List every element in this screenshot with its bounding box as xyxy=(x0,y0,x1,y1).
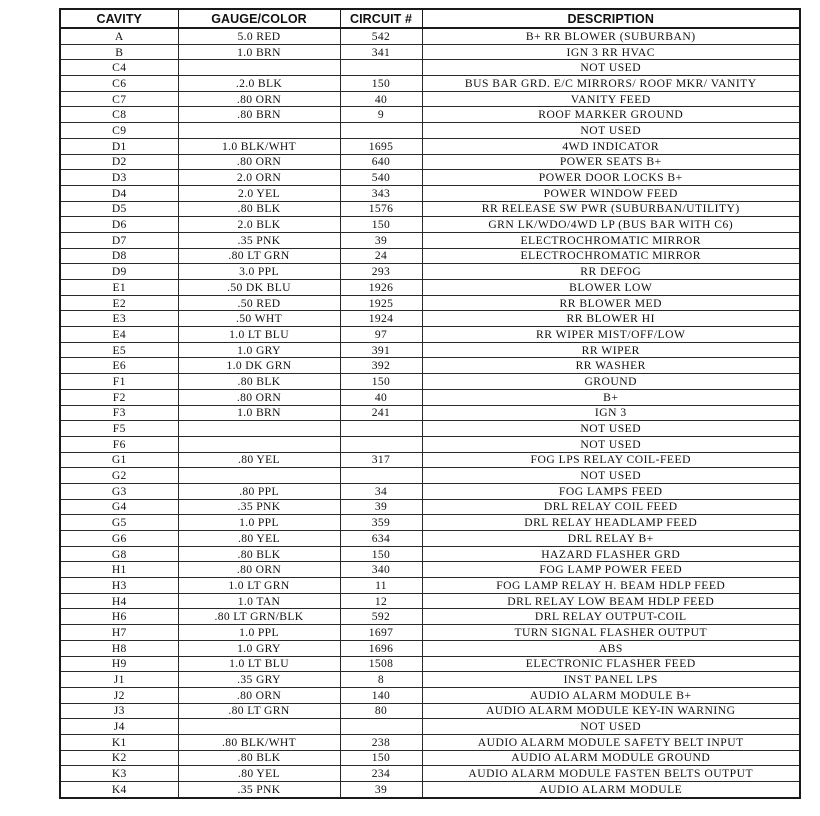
cavity-cell: B xyxy=(60,44,178,60)
description-cell: AUDIO ALARM MODULE KEY-IN WARNING xyxy=(422,703,800,719)
table-row xyxy=(60,28,800,44)
cavity-cell: D8 xyxy=(60,248,178,264)
description-cell: AUDIO ALARM MODULE xyxy=(422,782,800,798)
circuit-cell: 1508 xyxy=(340,656,422,672)
header-cavity: CAVITY xyxy=(60,9,178,28)
table-row xyxy=(60,389,800,405)
table-row xyxy=(60,232,800,248)
cavity-cell: J3 xyxy=(60,703,178,719)
table-row xyxy=(60,687,800,703)
circuit-cell: 1697 xyxy=(340,625,422,641)
description-cell: AUDIO ALARM MODULE B+ xyxy=(422,687,800,703)
cavity-cell: H4 xyxy=(60,593,178,609)
description-cell: RR WIPER MIST/OFF/LOW xyxy=(422,327,800,343)
circuit-cell: 40 xyxy=(340,389,422,405)
gauge-color-cell: .35 PNK xyxy=(178,782,340,798)
gauge-color-cell: .80 BLK xyxy=(178,201,340,217)
circuit-cell: 359 xyxy=(340,515,422,531)
circuit-cell: 241 xyxy=(340,405,422,421)
gauge-color-cell: .80 BRN xyxy=(178,107,340,123)
description-cell: DRL RELAY B+ xyxy=(422,531,800,547)
circuit-cell: 1925 xyxy=(340,295,422,311)
description-cell: ELECTROCHROMATIC MIRROR xyxy=(422,248,800,264)
table-row xyxy=(60,499,800,515)
cavity-cell: H9 xyxy=(60,656,178,672)
table-row xyxy=(60,436,800,452)
cavity-cell: G4 xyxy=(60,499,178,515)
table-row xyxy=(60,154,800,170)
circuit-cell: 392 xyxy=(340,358,422,374)
header-row xyxy=(60,9,800,28)
circuit-cell: 234 xyxy=(340,766,422,782)
table-row xyxy=(60,625,800,641)
cavity-cell: D7 xyxy=(60,232,178,248)
cavity-cell: G8 xyxy=(60,546,178,562)
table-row xyxy=(60,311,800,327)
cavity-cell: H1 xyxy=(60,562,178,578)
gauge-color-cell: .80 YEL xyxy=(178,531,340,547)
description-cell: B+ xyxy=(422,389,800,405)
gauge-color-cell: 1.0 LT GRN xyxy=(178,578,340,594)
cavity-cell: G5 xyxy=(60,515,178,531)
gauge-color-cell: 2.0 ORN xyxy=(178,170,340,186)
description-cell: NOT USED xyxy=(422,123,800,139)
circuit-cell xyxy=(340,421,422,437)
description-cell: GROUND xyxy=(422,374,800,390)
circuit-cell: 24 xyxy=(340,248,422,264)
cavity-cell: D2 xyxy=(60,154,178,170)
cavity-cell: H7 xyxy=(60,625,178,641)
table-row xyxy=(60,562,800,578)
cavity-cell: C8 xyxy=(60,107,178,123)
circuit-cell: 317 xyxy=(340,452,422,468)
table-row xyxy=(60,750,800,766)
description-cell: INST PANEL LPS xyxy=(422,672,800,688)
cavity-cell: F5 xyxy=(60,421,178,437)
gauge-color-cell: 1.0 BLK/WHT xyxy=(178,138,340,154)
gauge-color-cell: .50 DK BLU xyxy=(178,280,340,296)
gauge-color-cell: .80 BLK/WHT xyxy=(178,734,340,750)
gauge-color-cell: 1.0 BRN xyxy=(178,405,340,421)
gauge-color-cell: .80 BLK xyxy=(178,374,340,390)
cavity-cell: G3 xyxy=(60,483,178,499)
description-cell: DRL RELAY HEADLAMP FEED xyxy=(422,515,800,531)
circuit-cell: 640 xyxy=(340,154,422,170)
gauge-color-cell: .80 ORN xyxy=(178,562,340,578)
circuit-cell: 39 xyxy=(340,232,422,248)
circuit-cell: 343 xyxy=(340,185,422,201)
gauge-color-cell: .80 LT GRN xyxy=(178,703,340,719)
gauge-color-cell: 2.0 BLK xyxy=(178,217,340,233)
description-cell: DRL RELAY COIL FEED xyxy=(422,499,800,515)
circuit-cell: 150 xyxy=(340,217,422,233)
description-cell: RR BLOWER MED xyxy=(422,295,800,311)
circuit-cell: 40 xyxy=(340,91,422,107)
circuit-cell: 238 xyxy=(340,734,422,750)
gauge-color-cell: .50 RED xyxy=(178,295,340,311)
gauge-color-cell: 1.0 GRY xyxy=(178,640,340,656)
description-cell: 4WD INDICATOR xyxy=(422,138,800,154)
gauge-color-cell: 2.0 YEL xyxy=(178,185,340,201)
gauge-color-cell xyxy=(178,719,340,735)
gauge-color-cell: .80 LT GRN/BLK xyxy=(178,609,340,625)
cavity-cell: C9 xyxy=(60,123,178,139)
circuit-cell: 12 xyxy=(340,593,422,609)
cavity-cell: D4 xyxy=(60,185,178,201)
circuit-cell: 39 xyxy=(340,499,422,515)
description-cell: POWER SEATS B+ xyxy=(422,154,800,170)
table-row xyxy=(60,123,800,139)
circuit-cell: 1926 xyxy=(340,280,422,296)
description-cell: NOT USED xyxy=(422,436,800,452)
cavity-cell: D9 xyxy=(60,264,178,280)
cavity-cell: D5 xyxy=(60,201,178,217)
table-row xyxy=(60,342,800,358)
table-row xyxy=(60,185,800,201)
cavity-cell: E3 xyxy=(60,311,178,327)
description-cell: AUDIO ALARM MODULE GROUND xyxy=(422,750,800,766)
wiring-table xyxy=(59,8,801,799)
gauge-color-cell: .80 ORN xyxy=(178,154,340,170)
gauge-color-cell: 1.0 PPL xyxy=(178,515,340,531)
circuit-cell: 540 xyxy=(340,170,422,186)
table-row xyxy=(60,531,800,547)
gauge-color-cell: .2.0 BLK xyxy=(178,76,340,92)
cavity-cell: G6 xyxy=(60,531,178,547)
header-circuit: CIRCUIT # xyxy=(340,9,422,28)
table-row xyxy=(60,672,800,688)
table-row xyxy=(60,703,800,719)
circuit-cell: 39 xyxy=(340,782,422,798)
table-row xyxy=(60,515,800,531)
cavity-cell: E4 xyxy=(60,327,178,343)
gauge-color-cell xyxy=(178,436,340,452)
gauge-color-cell: 1.0 DK GRN xyxy=(178,358,340,374)
description-cell: ROOF MARKER GROUND xyxy=(422,107,800,123)
description-cell: FOG LAMPS FEED xyxy=(422,483,800,499)
cavity-cell: A xyxy=(60,28,178,44)
circuit-cell: 391 xyxy=(340,342,422,358)
cavity-cell: D3 xyxy=(60,170,178,186)
circuit-cell: 97 xyxy=(340,327,422,343)
table-row xyxy=(60,44,800,60)
table-row xyxy=(60,76,800,92)
gauge-color-cell: 1.0 LT BLU xyxy=(178,327,340,343)
table-row xyxy=(60,358,800,374)
circuit-cell: 34 xyxy=(340,483,422,499)
table-row xyxy=(60,91,800,107)
description-cell: DRL RELAY OUTPUT-COIL xyxy=(422,609,800,625)
table-row xyxy=(60,546,800,562)
table-body xyxy=(60,28,800,798)
description-cell: AUDIO ALARM MODULE SAFETY BELT INPUT xyxy=(422,734,800,750)
table-row xyxy=(60,609,800,625)
circuit-cell: 150 xyxy=(340,546,422,562)
gauge-color-cell: .80 YEL xyxy=(178,452,340,468)
description-cell: POWER WINDOW FEED xyxy=(422,185,800,201)
gauge-color-cell: 5.0 RED xyxy=(178,28,340,44)
gauge-color-cell: .35 PNK xyxy=(178,232,340,248)
gauge-color-cell: .80 LT GRN xyxy=(178,248,340,264)
description-cell: VANITY FEED xyxy=(422,91,800,107)
cavity-cell: E6 xyxy=(60,358,178,374)
description-cell: ELECTRONIC FLASHER FEED xyxy=(422,656,800,672)
gauge-color-cell xyxy=(178,421,340,437)
description-cell: AUDIO ALARM MODULE FASTEN BELTS OUTPUT xyxy=(422,766,800,782)
description-cell: RR WASHER xyxy=(422,358,800,374)
table-row xyxy=(60,719,800,735)
table-row xyxy=(60,280,800,296)
table-row xyxy=(60,593,800,609)
description-cell: FOG LAMP POWER FEED xyxy=(422,562,800,578)
circuit-cell: 8 xyxy=(340,672,422,688)
gauge-color-cell: 1.0 GRY xyxy=(178,342,340,358)
table-row xyxy=(60,217,800,233)
gauge-color-cell: 1.0 PPL xyxy=(178,625,340,641)
table-row xyxy=(60,782,800,798)
cavity-cell: E2 xyxy=(60,295,178,311)
circuit-cell: 341 xyxy=(340,44,422,60)
gauge-color-cell: .50 WHT xyxy=(178,311,340,327)
description-cell: RR RELEASE SW PWR (SUBURBAN/UTILITY) xyxy=(422,201,800,217)
description-cell: TURN SIGNAL FLASHER OUTPUT xyxy=(422,625,800,641)
circuit-cell: 1696 xyxy=(340,640,422,656)
gauge-color-cell: .80 ORN xyxy=(178,389,340,405)
cavity-cell: K3 xyxy=(60,766,178,782)
circuit-cell: 340 xyxy=(340,562,422,578)
gauge-color-cell: .80 ORN xyxy=(178,687,340,703)
description-cell: RR DEFOG xyxy=(422,264,800,280)
cavity-cell: J4 xyxy=(60,719,178,735)
table-row xyxy=(60,201,800,217)
table-row xyxy=(60,264,800,280)
cavity-cell: F2 xyxy=(60,389,178,405)
cavity-cell: D6 xyxy=(60,217,178,233)
header-description: DESCRIPTION xyxy=(422,9,800,28)
description-cell: NOT USED xyxy=(422,468,800,484)
circuit-cell xyxy=(340,468,422,484)
table-row xyxy=(60,766,800,782)
circuit-cell xyxy=(340,60,422,76)
description-cell: NOT USED xyxy=(422,719,800,735)
table-row xyxy=(60,374,800,390)
circuit-cell: 150 xyxy=(340,374,422,390)
cavity-cell: C7 xyxy=(60,91,178,107)
gauge-color-cell: .80 BLK xyxy=(178,546,340,562)
cavity-cell: H3 xyxy=(60,578,178,594)
description-cell: RR BLOWER HI xyxy=(422,311,800,327)
description-cell: GRN LK/WDO/4WD LP (BUS BAR WITH C6) xyxy=(422,217,800,233)
gauge-color-cell: .80 PPL xyxy=(178,483,340,499)
circuit-cell: 80 xyxy=(340,703,422,719)
circuit-cell: 542 xyxy=(340,28,422,44)
cavity-cell: F1 xyxy=(60,374,178,390)
table-row xyxy=(60,734,800,750)
cavity-cell: D1 xyxy=(60,138,178,154)
description-cell: IGN 3 xyxy=(422,405,800,421)
cavity-cell: C4 xyxy=(60,60,178,76)
cavity-cell: J1 xyxy=(60,672,178,688)
cavity-cell: J2 xyxy=(60,687,178,703)
gauge-color-cell: 1.0 BRN xyxy=(178,44,340,60)
gauge-color-cell xyxy=(178,468,340,484)
circuit-cell xyxy=(340,719,422,735)
table-row xyxy=(60,295,800,311)
gauge-color-cell: 1.0 TAN xyxy=(178,593,340,609)
gauge-color-cell: .80 ORN xyxy=(178,91,340,107)
circuit-cell: 11 xyxy=(340,578,422,594)
description-cell: B+ RR BLOWER (SUBURBAN) xyxy=(422,28,800,44)
gauge-color-cell: .35 GRY xyxy=(178,672,340,688)
description-cell: NOT USED xyxy=(422,421,800,437)
circuit-cell xyxy=(340,123,422,139)
table-row xyxy=(60,578,800,594)
circuit-cell xyxy=(340,436,422,452)
description-cell: HAZARD FLASHER GRD xyxy=(422,546,800,562)
cavity-cell: K4 xyxy=(60,782,178,798)
table-row xyxy=(60,138,800,154)
circuit-cell: 140 xyxy=(340,687,422,703)
description-cell: ELECTROCHROMATIC MIRROR xyxy=(422,232,800,248)
cavity-cell: G1 xyxy=(60,452,178,468)
gauge-color-cell: 1.0 LT BLU xyxy=(178,656,340,672)
description-cell: FOG LAMP RELAY H. BEAM HDLP FEED xyxy=(422,578,800,594)
cavity-cell: C6 xyxy=(60,76,178,92)
description-cell: ABS xyxy=(422,640,800,656)
description-cell: DRL RELAY LOW BEAM HDLP FEED xyxy=(422,593,800,609)
circuit-cell: 9 xyxy=(340,107,422,123)
table-row xyxy=(60,405,800,421)
table-row xyxy=(60,640,800,656)
gauge-color-cell: .80 BLK xyxy=(178,750,340,766)
description-cell: NOT USED xyxy=(422,60,800,76)
circuit-cell: 1576 xyxy=(340,201,422,217)
table-row xyxy=(60,60,800,76)
cavity-cell: H8 xyxy=(60,640,178,656)
circuit-cell: 1695 xyxy=(340,138,422,154)
description-cell: POWER DOOR LOCKS B+ xyxy=(422,170,800,186)
description-cell: BUS BAR GRD. E/C MIRRORS/ ROOF MKR/ VANITY xyxy=(422,76,800,92)
table-row xyxy=(60,656,800,672)
circuit-cell: 1924 xyxy=(340,311,422,327)
table-row xyxy=(60,107,800,123)
description-cell: IGN 3 RR HVAC xyxy=(422,44,800,60)
circuit-cell: 634 xyxy=(340,531,422,547)
gauge-color-cell: .80 YEL xyxy=(178,766,340,782)
description-cell: BLOWER LOW xyxy=(422,280,800,296)
gauge-color-cell: 3.0 PPL xyxy=(178,264,340,280)
table-row xyxy=(60,421,800,437)
cavity-cell: K2 xyxy=(60,750,178,766)
gauge-color-cell xyxy=(178,60,340,76)
cavity-cell: G2 xyxy=(60,468,178,484)
description-cell: RR WIPER xyxy=(422,342,800,358)
header-gauge-color: GAUGE/COLOR xyxy=(178,9,340,28)
circuit-cell: 592 xyxy=(340,609,422,625)
cavity-cell: F6 xyxy=(60,436,178,452)
table-row xyxy=(60,170,800,186)
cavity-cell: E1 xyxy=(60,280,178,296)
cavity-cell: K1 xyxy=(60,734,178,750)
gauge-color-cell xyxy=(178,123,340,139)
table-header xyxy=(60,9,800,28)
table-row xyxy=(60,327,800,343)
cavity-cell: E5 xyxy=(60,342,178,358)
cavity-cell: F3 xyxy=(60,405,178,421)
table-row xyxy=(60,452,800,468)
table-row xyxy=(60,483,800,499)
description-cell: FOG LPS RELAY COIL-FEED xyxy=(422,452,800,468)
table-row xyxy=(60,248,800,264)
table-row xyxy=(60,468,800,484)
circuit-cell: 150 xyxy=(340,750,422,766)
circuit-cell: 150 xyxy=(340,76,422,92)
cavity-cell: H6 xyxy=(60,609,178,625)
circuit-cell: 293 xyxy=(340,264,422,280)
gauge-color-cell: .35 PNK xyxy=(178,499,340,515)
